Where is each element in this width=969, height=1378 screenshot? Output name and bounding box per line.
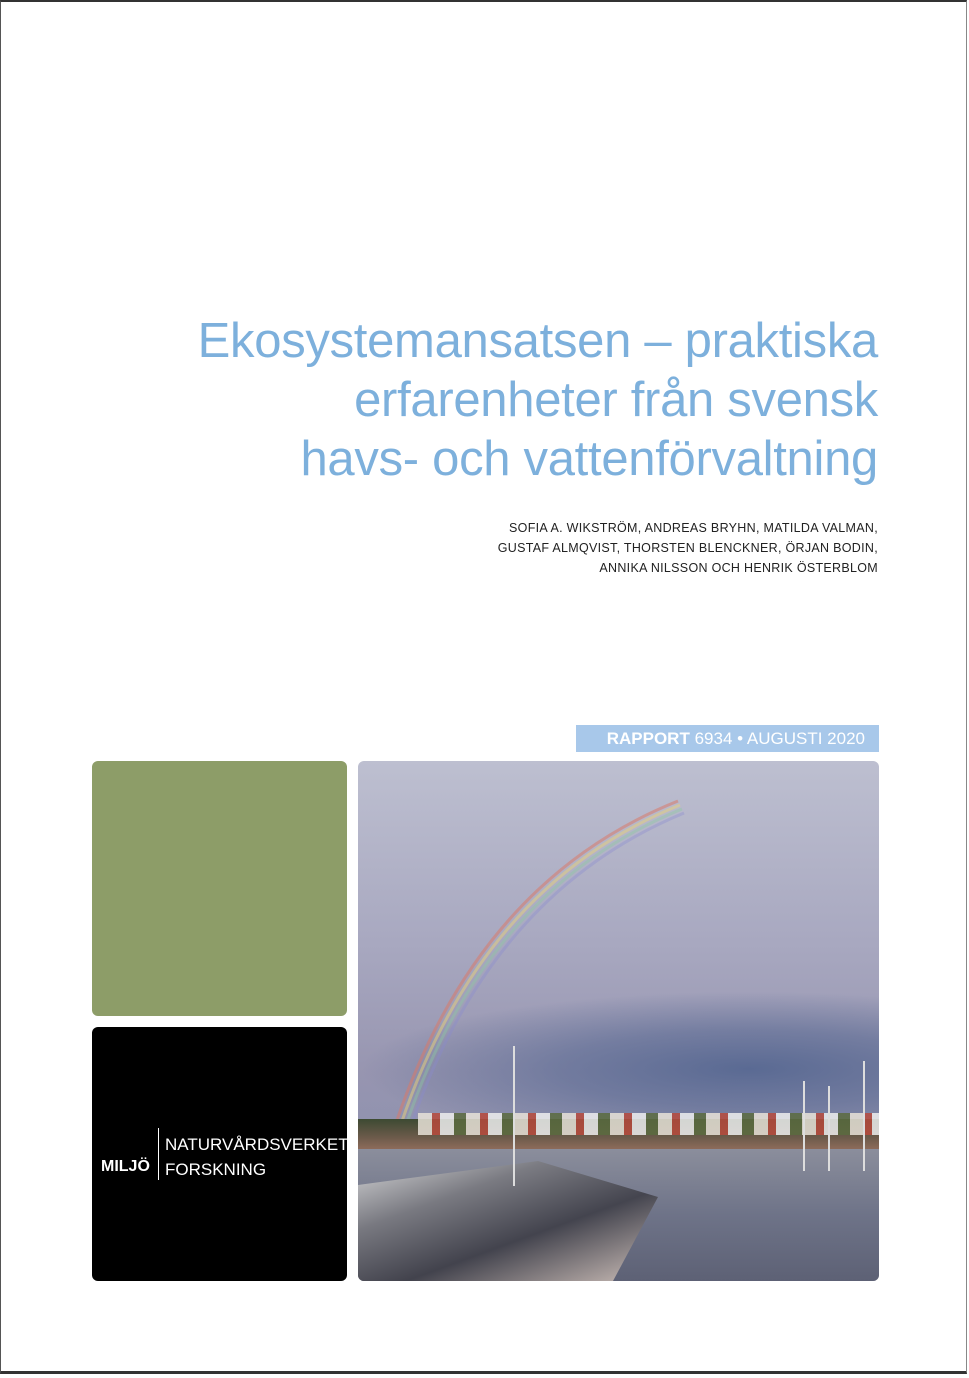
authors-line: ANNIKA NILSSON OCH HENRIK ÖSTERBLOM xyxy=(599,561,878,575)
logo-divider xyxy=(158,1128,159,1180)
photo-houses xyxy=(418,1113,879,1135)
photo-mast xyxy=(513,1046,515,1186)
report-date: AUGUSTI 2020 xyxy=(746,729,865,748)
photo-mast xyxy=(803,1081,805,1171)
logo-line: NATURVÅRDSVERKET xyxy=(165,1135,349,1154)
authors-line: GUSTAF ALMQVIST, THORSTEN BLENCKNER, ÖRJAN BODIN, xyxy=(497,541,878,555)
authors-line: SOFIA A. WIKSTRÖM, ANDREAS BRYHN, MATILDA VALMAN, xyxy=(509,521,878,535)
photo-mast xyxy=(828,1086,830,1171)
report-band xyxy=(576,725,879,752)
title-line: havs- och vattenförvaltning xyxy=(300,432,878,486)
report-label: RAPPORT xyxy=(606,729,690,748)
green-block xyxy=(92,761,347,1016)
title-line: Ekosystemansatsen – praktiska xyxy=(197,314,878,368)
logo-line: FORSKNING xyxy=(165,1160,267,1179)
report-number: 6934 xyxy=(694,729,733,748)
logo-naturvardsverket xyxy=(165,1132,349,1182)
cover-photo xyxy=(358,761,879,1281)
photo-mast xyxy=(863,1061,865,1171)
logo-miljo: MILJÖ xyxy=(101,1158,150,1175)
authors xyxy=(498,518,878,578)
report-separator: • xyxy=(737,729,744,748)
title-line: erfarenheter från svensk xyxy=(354,373,878,427)
report-title xyxy=(198,312,878,489)
